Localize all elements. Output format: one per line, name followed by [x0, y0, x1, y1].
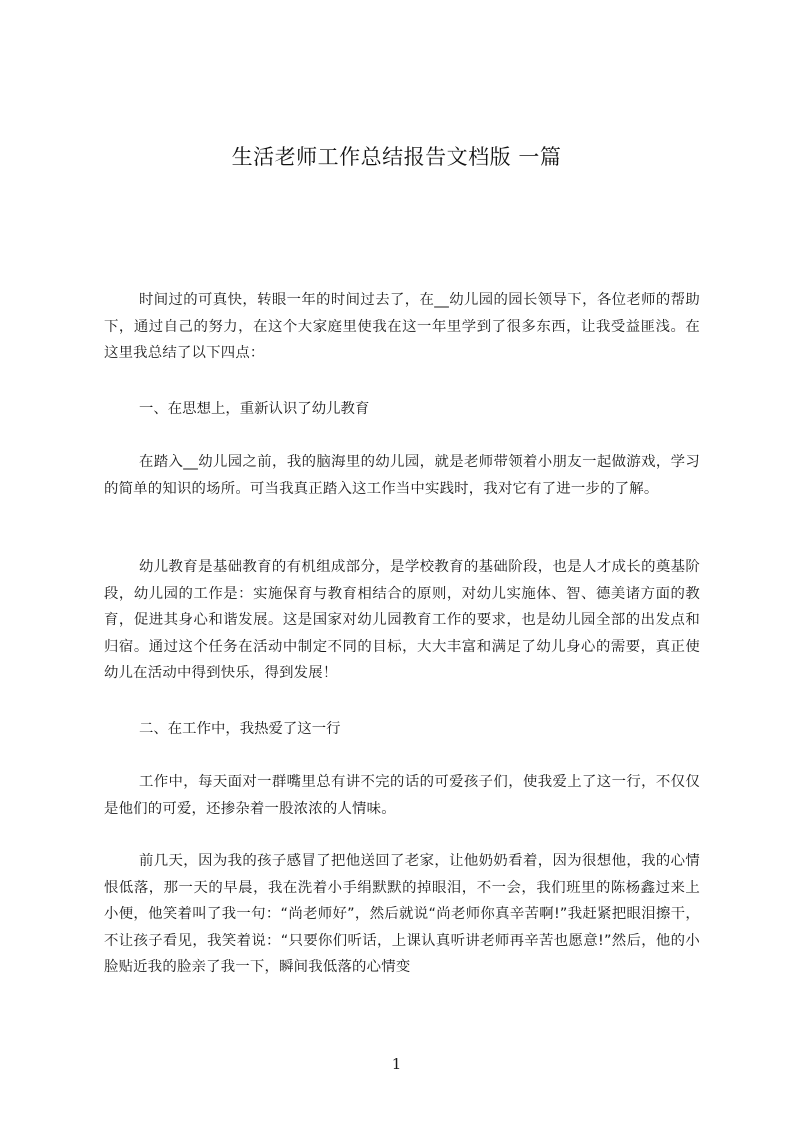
section-heading-2: 二、在工作中，我热爱了这一行 [139, 721, 341, 737]
paragraph-love-of-work: 工作中，每天面对一群嘴里总有讲不完的话的可爱孩子们，使我爱上了这一行，不仅仅是他们的可爱，还掺杂着一股浓浓的人情味。 [104, 774, 700, 817]
page-number: 1 [391, 1055, 402, 1073]
paragraph-before-kindergarten: 在踏入__幼儿园之前，我的脑海里的幼儿园，就是老师带领着小朋友一起做游戏，学习的简单的知识的场所。可当我真正踏入这工作当中实践时，我对它有了进一步的了解。 [104, 454, 700, 497]
section-heading-1: 一、在思想上，重新认识了幼儿教育 [139, 401, 370, 417]
paragraph-anecdote: 前几天，因为我的孩子感冒了把他送回了老家，让他奶奶看着，因为很想他，我的心情恨低落，那一天的早晨，我在洗着小手绢默默的掉眼泪，不一会，我们班里的陈杨鑫过来上小便，他笑着叫了我一句：“尚老师好”，然后就说“尚老师你真辛苦啊!”我赶紧把眼泪擦干，不让孩子看见，我笑着说：“只要你们听话，上课认真听讲老师再辛苦也愿意!”然后，他的小脸贴近我的脸亲了我一下，瞬间我低落的心情变 [104, 853, 700, 975]
document-title: 生活老师工作总结报告文档版 一篇 [231, 145, 562, 169]
paragraph-early-education: 幼儿教育是基础教育的有机组成部分，是学校教育的基础阶段，也是人才成长的奠基阶段，幼儿园的工作是：实施保育与教育相结合的原则，对幼儿实施体、智、德美诸方面的教育，促进其身心和谐发展。这是国家对幼儿园教育工作的要求，也是幼儿园全部的出发点和归宿。通过这个任务在活动中制定不同的目标，大大丰富和满足了幼儿身心的需要，真正使幼儿在活动中得到快乐，得到发展！ [104, 559, 700, 681]
paragraph-intro: 时间过的可真快，转眼一年的时间过去了，在__幼儿园的园长领导下，各位老师的帮助下，通过自己的努力，在这个大家庭里使我在这一年里学到了很多东西，让我受益匪浅。在这里我总结了以下四点： [104, 292, 700, 361]
